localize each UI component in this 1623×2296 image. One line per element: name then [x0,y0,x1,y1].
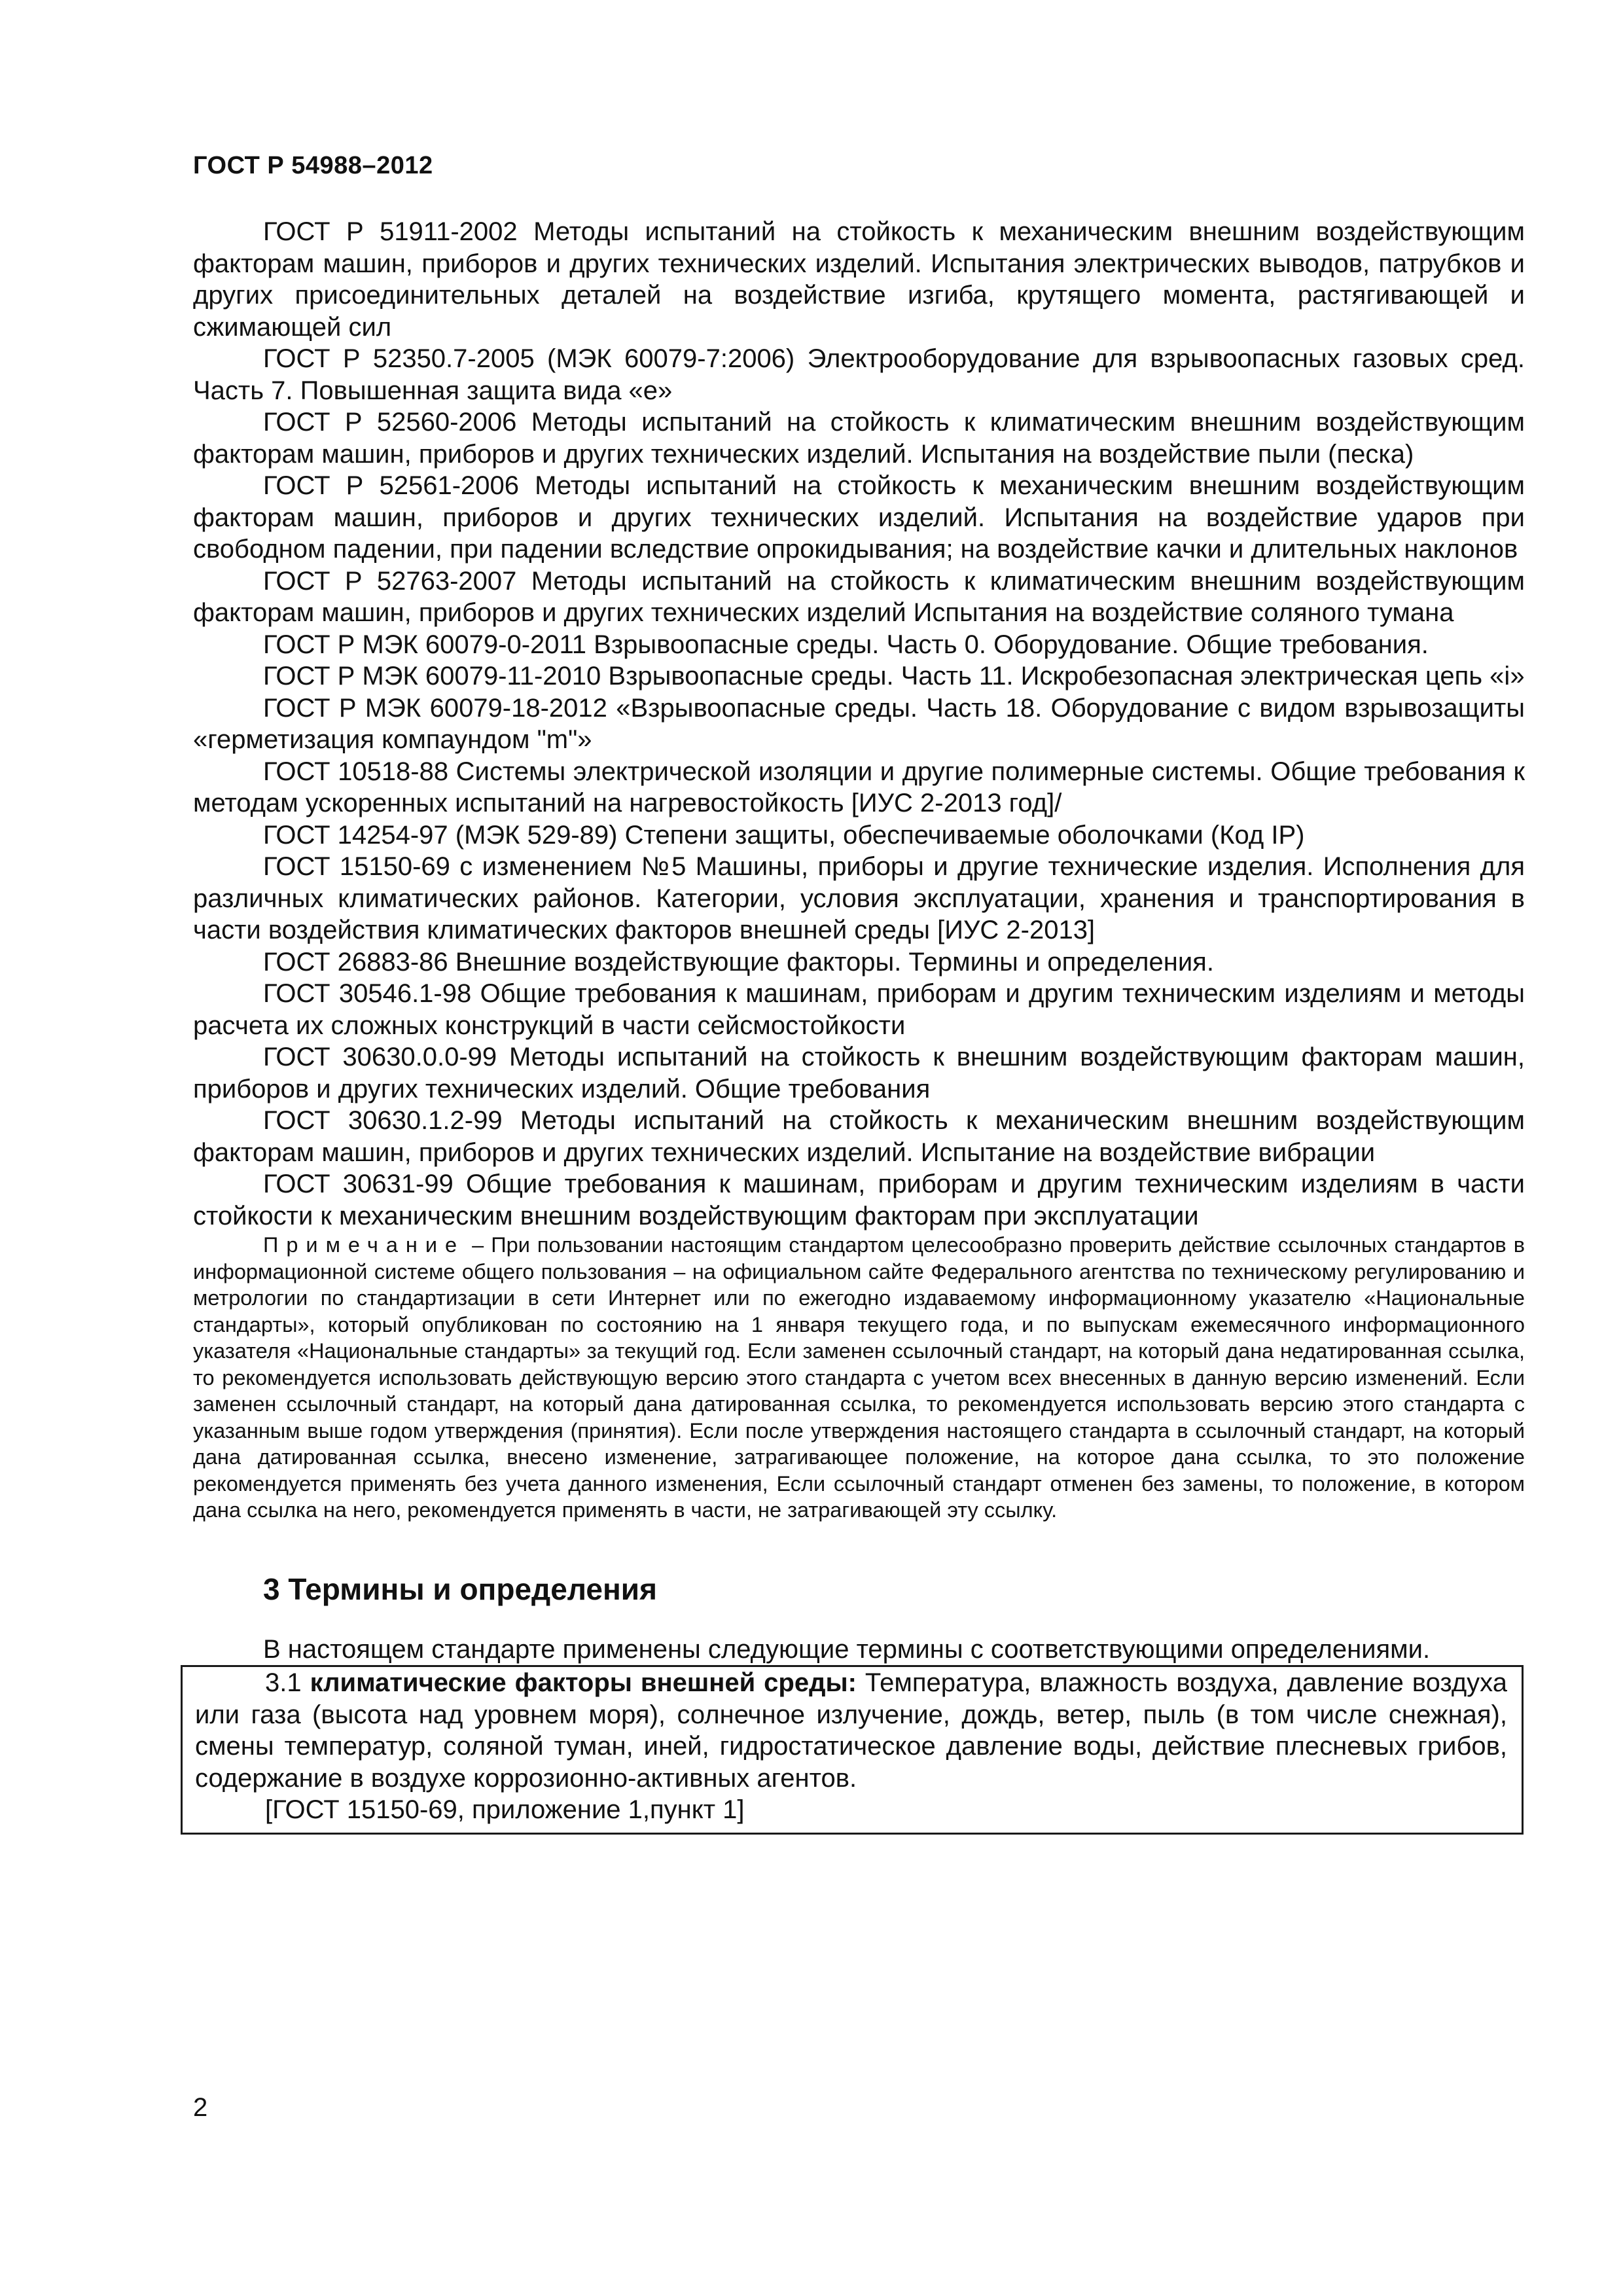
reference-item: ГОСТ Р 52763-2007 Методы испытаний на стойкость к климатическим внешним воздействующим факторам машин, приборов и других технических изделий Испытания на воздействие соляного тумана [193,566,1525,627]
reference-item: ГОСТ Р МЭК 60079-11-2010 Взрывоопасные среды. Часть 11. Искробезопасная электрическая цепь «i» [263,662,1525,691]
reference-item: ГОСТ 14254-97 (МЭК 529-89) Степени защиты, обеспечиваемые оболочками (Код IP) [263,820,1305,850]
normative-references-list [193,216,1525,1232]
note-text: – При пользовании настоящим стандартом целесообразно проверить действие ссылочных стандартов в информационной системе общего пользования – на официальном сайте Федерального агентства по техническому регулированию и метрологии по стандартизации в сети Интернет или по ежегодно издаваемому информационному указателю «Национальные стандарты», который опубликован по состоянию на 1 января текущего года, и по выпускам ежемесячного информационного указателя «Национальные стандарты» за текущий год. Если заменен ссылочный стандарт, на который дана недатированная ссылка, то рекомендуется использовать действующую версию этого стандарта с учетом всех внесенных в данную версию изменений. Если заменен ссылочный стандарт, на который дана датированная ссылка, то рекомендуется использовать версию этого стандарта с указанным выше годом утверждения (принятия). Если после утверждения настоящего стандарта в ссылочный стандарт, на который дана датированная ссылка, внесено изменение, затрагивающее положение, на которое дана ссылка, то это положение рекомендуется применять без учета данного изменения, Если ссылочный стандарт отменен без замены, то положение, в котором дана ссылка на него, рекомендуется применять в части, не затрагивающей эту ссылку. [193,1233,1525,1522]
term-number: 3.1 [265,1668,302,1697]
reference-item: ГОСТ Р МЭК 60079-0-2011 Взрывоопасные среды. Часть 0. Оборудование. Общие требования. [263,630,1429,659]
term-entry [195,1667,1522,1794]
document-header: ГОСТ Р 54988–2012 [193,152,433,179]
document-body [193,216,1525,1835]
reference-item: ГОСТ 30630.0.0-99 Методы испытаний на стойкость к внешним воздействующим факторам машин, приборов и других технических изделий. Общие требования [193,1043,1525,1103]
term-definition-box [181,1665,1524,1835]
reference-item: ГОСТ 15150-69 с изменением №5 Машины, приборы и другие технические изделия. Исполнения для различных климатических районов. Категории, условия эксплуатации, хранения и транспортирования в части воздействия климатических факторов внешней среды [ИУС 2-2013] [193,852,1525,944]
term-definition: Температура, влажность воздуха, давление воздуха или газа (высота над уровнем моря), солнечное излучение, дождь, ветер, пыль (в том числе снежная), смены температур, соляной туман, иней, гидростатическое давление воды, действие плесневых грибов, содержание в воздухе коррозионно-активных агентов. [195,1668,1507,1793]
page-number: 2 [193,2093,208,2122]
reference-item: ГОСТ Р 52350.7-2005 (МЭК 60079-7:2006) Электрооборудование для взрывоопасных газовых сред. Часть 7. Повышенная защита вида «е» [193,344,1525,405]
reference-item: ГОСТ 30630.1.2-99 Методы испытаний на стойкость к механическим внешним воздействующим факторам машин, приборов и других технических изделий. Испытание на воздействие вибрации [193,1106,1525,1167]
reference-item: ГОСТ 30631-99 Общие требования к машинам, приборам и другим техническим изделиям в части стойкости к механическим внешним воздействующим факторам при эксплуатации [193,1170,1525,1230]
section-intro: В настоящем стандарте применены следующие термины с соответствующими определениями. [263,1634,1431,1664]
reference-item: ГОСТ Р 52560-2006 Методы испытаний на стойкость к климатическим внешним воздействующим факторам машин, приборов и других технических изделий. Испытания на воздействие пыли (песка) [193,408,1525,469]
reference-item: ГОСТ 26883-86 Внешние воздействующие факторы. Термины и определения. [263,947,1214,977]
section-title: 3 Термины и определения [263,1571,657,1606]
reference-item: ГОСТ 30546.1-98 Общие требования к машинам, приборам и другим техническим изделиям и методы расчета их сложных конструкций в части сейсмостойкости [193,979,1525,1040]
term-name: климатические факторы внешней среды: [310,1668,857,1697]
term-source: [ГОСТ 15150-69, приложение 1,пункт 1] [265,1795,745,1824]
references-note [193,1232,1525,1524]
note-label: Примечание [263,1233,465,1257]
reference-item: ГОСТ Р 52561-2006 Методы испытаний на стойкость к механическим внешним воздействующим факторам машин, приборов и других технических изделий. Испытания на воздействие ударов при свободном падении, при падении вследствие опрокидывания; на воздействие качки и длительных наклонов [193,471,1525,564]
reference-item: ГОСТ Р 51911-2002 Методы испытаний на стойкость к механическим внешним воздействующим факторам машин, приборов и других технических изделий. Испытания электрических выводов, патрубков и других присоединительных деталей на воздействие изгиба, крутящего момента, растягивающей и сжимающей сил [193,217,1525,342]
reference-item: ГОСТ Р МЭК 60079-18-2012 «Взрывоопасные среды. Часть 18. Оборудование с видом взрывозащиты «герметизация компаундом "m"» [193,693,1525,754]
reference-item: ГОСТ 10518-88 Системы электрической изоляции и другие полимерные системы. Общие требования к методам ускоренных испытаний на нагревостойкость [ИУС 2-2013 год]/ [193,757,1525,817]
